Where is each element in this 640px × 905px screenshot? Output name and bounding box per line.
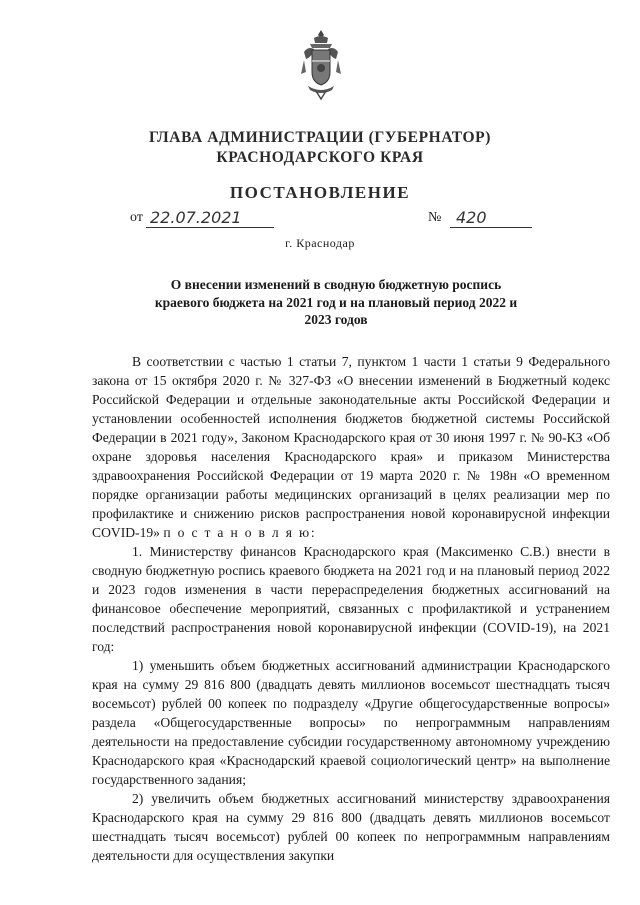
document-body: [92, 352, 610, 865]
paragraph-item-1: 1. Министерству финансов Краснодарского края (Максименко С.В.) внести в сводную бюджетную роспись краевого бюджета на 2021 год и на плановый период 2022 и 2023 годов изменения в части перераспределения бюджетных ассигнований на финансовое обеспечение мероприятий, связанных с профилактикой и устранением последствий распространения новой коронавирусной инфекции (COVID-19), на 2021 год:: [92, 544, 610, 654]
preamble-text: В соответствии с частью 1 статьи 7, пунктом 1 части 1 статьи 9 Федерального закона от 15 октября 2020 г. № 327-ФЗ «О внесении изменений в Бюджетный кодекс Российской Федерации и отдельные законодательные акты Российской Федерации и установлении особенностей исполнения бюджетов бюджетной системы Российской Федерации в 2021 году», Законом Краснодарского края от 30 июня 1997 г. № 90-КЗ «Об охране здоровья населения Краснодарского края» и приказом Министерства здравоохранения Российской Федерации от 19 марта 2020 г. № 198н «О временном порядке организации работы медицинских организаций в целях реализации мер по профилактике и снижению рисков распространения новой коронавирусной инфекции COVID-19»: [92, 354, 610, 540]
date-label: от: [130, 210, 143, 225]
issuer-line-1: ГЛАВА АДМИНИСТРАЦИИ (ГУБЕРНАТОР): [149, 129, 491, 146]
paragraph-preamble: [92, 352, 610, 542]
paragraph-subitem-1: 1) уменьшить объем бюджетных ассигнований администрации Краснодарского края на сумму 29 816 800 (двадцать девять миллионов восемьсот шестнадцать тысяч восемьсот) рублей 00 копеек по подразделу «Другие общегосударственные вопросы» раздела «Общегосударственные вопросы» по непрограммным направлениям деятельности на предоставление субсидии государственному автономному учреждению Краснодарского края «Краснодарский краевой социологический центр» на выполнение государственного задания;: [92, 658, 610, 787]
issuer-line-2: КРАСНОДАРСКОГО КРАЯ: [216, 149, 424, 166]
paragraph-subitem-2: 2) увеличить объем бюджетных ассигнований министерству здравоохранения Краснодарского края на сумму 29 816 800 (двадцать девять миллионов восемьсот шестнадцать тысяч восемьсот) рублей 00 копеек по непрограммным направлениям деятельности для осуществления закупки: [92, 791, 610, 863]
coat-of-arms-emblem: [298, 28, 344, 102]
resolution-word: п о с т а н о в л я ю:: [163, 525, 317, 540]
number-value: 420: [450, 208, 532, 228]
document-title: О внесении изменений в сводную бюджетную роспись краевого бюджета на 2021 год и на плановый период 2022 и 2023 годов: [154, 277, 518, 327]
number-label: №: [428, 210, 442, 225]
document-type: ПОСТАНОВЛЕНИЕ: [229, 183, 411, 202]
city: г. Краснодар: [285, 236, 355, 250]
date-value: 22.07.2021: [146, 208, 274, 228]
